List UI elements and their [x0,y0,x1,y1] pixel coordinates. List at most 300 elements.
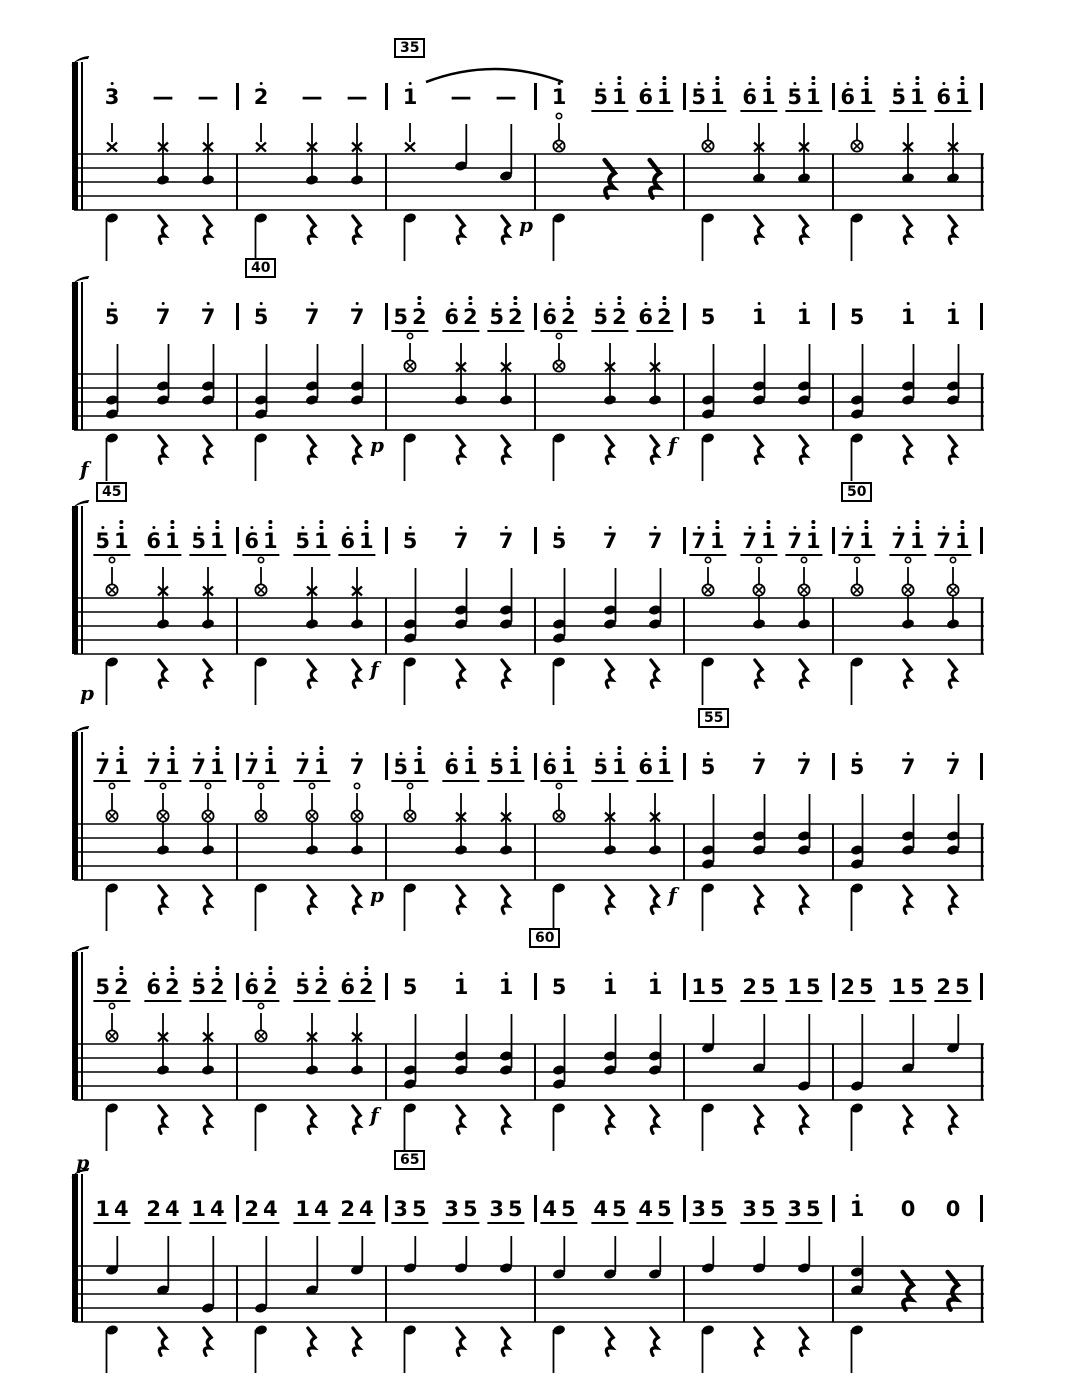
jianpu-note [561,742,576,778]
jianpu-end-barline [980,83,983,110]
open-circle-mark [801,557,806,562]
jianpu-beat-group [391,742,428,782]
jianpu-note [95,1184,110,1220]
jianpu-beat-group [93,742,130,782]
jianpu-beat-group [601,516,620,556]
jianpu-number: 1 [551,85,567,109]
octave-dot [663,746,667,750]
jianpu-number: 7 [691,529,706,553]
notehead [946,618,960,630]
octave-dot [269,520,273,524]
jianpu-note [657,292,672,328]
jianpu-beat-group [93,1184,130,1224]
jianpu-number: 7 [146,755,161,779]
jianpu-number: 2 [263,975,278,999]
jianpu-note [850,742,865,778]
jianpu-note [850,292,865,328]
jianpu-number: 1 [114,755,129,779]
dynamic-mark: p [76,1152,90,1174]
jianpu-beat-group [934,72,971,112]
open-circle-mark [407,783,412,788]
jianpu-number: 1 [359,529,374,553]
jianpu-note [263,742,278,778]
jianpu-beat-group [591,742,628,782]
quarter-rest [755,1106,762,1133]
jianpu-number: 5 [849,305,865,329]
jianpu-note [742,1184,757,1220]
jianpu-note [710,516,725,552]
jianpu-note [946,742,961,778]
jianpu-note [901,292,916,328]
jianpu-note [638,72,653,108]
jianpu-number: 1 [263,755,278,779]
jianpu-number: 1 [314,529,329,553]
jianpu-note [210,1184,225,1220]
octave-dot [171,746,175,750]
quarter-rest [457,436,464,463]
jianpu-note [508,1184,523,1220]
jianpu-number: 4 [638,1197,653,1221]
quarter-rest [502,436,509,463]
open-circle-mark [407,333,412,338]
jianpu-note [263,962,278,998]
jianpu-note [946,1184,961,1220]
jianpu-number: 5 [593,755,608,779]
notehead [156,174,170,186]
jianpu-end-barline [980,527,983,554]
octave-dot [812,520,816,524]
quarter-rest [904,436,911,463]
jianpu-note [146,1184,161,1220]
jianpu-number: 1 [210,529,225,553]
jianpu-note [593,292,608,328]
jianpu-note [552,516,567,552]
open-circle-mark [258,557,263,562]
quarter-rest [949,660,956,687]
jianpu-barline [236,973,239,1000]
jianpu-barline [832,83,835,110]
quarter-rest [755,436,762,463]
jianpu-number: 6 [244,529,259,553]
quarter-rest [204,436,211,463]
jianpu-number: 2 [244,1197,259,1221]
octave-dot [916,520,920,524]
jianpu-number: 6 [340,529,355,553]
jianpu-number: 5 [489,305,504,329]
notehead [201,1064,215,1076]
dynamic-mark: f [80,457,89,481]
jianpu-number: 6 [936,85,951,109]
jianpu-number: 1 [859,529,874,553]
jianpu-barline [385,527,388,554]
jianpu-number: 7 [155,305,171,329]
octave-dot [120,966,124,970]
jianpu-barline [236,303,239,330]
jianpu-beat-group [689,1184,726,1224]
octave-dot [716,76,720,80]
jianpu-number: 1 [412,755,427,779]
jianpu-note [314,1184,329,1220]
jianpu-beat-group [540,1184,577,1224]
jianpu-beat-group [838,516,875,556]
dynamic-mark: f [668,433,677,457]
score-system-3 [60,482,1025,714]
notehead [350,844,364,856]
quarter-rest [457,1106,464,1133]
jianpu-note [806,72,821,108]
jianpu-barline [385,753,388,780]
jianpu-beat-group [899,292,918,332]
jianpu-number: 2 [463,305,478,329]
jianpu-note [761,72,776,108]
dynamic-mark: p [519,213,533,237]
jianpu-beat-group [252,292,271,332]
octave-dot [120,746,124,750]
notehead [305,174,319,186]
open-circle-mark [354,783,359,788]
quarter-rest [949,216,956,243]
jianpu-barline [832,753,835,780]
jianpu-number: 0 [900,1197,916,1221]
jianpu-note [254,72,269,108]
jianpu-beat-group [646,962,665,1002]
jianpu-number: 5 [412,1197,427,1221]
jianpu-note [593,72,608,108]
jianpu-number: 2 [359,975,374,999]
jianpu-beat-group [636,292,673,332]
jianpu-beat-group [601,962,620,1002]
jianpu-number: 7 [244,755,259,779]
jianpu-note [901,742,916,778]
quarter-rest [204,1106,211,1133]
jianpu-note [955,72,970,108]
quarter-rest [159,886,166,913]
jianpu-note [489,1184,504,1220]
jianpu-note [496,72,517,108]
jianpu-note [657,72,672,108]
jianpu-barline [236,527,239,554]
jianpu-note [701,292,716,328]
jianpu-note [508,742,523,778]
jianpu-beat-group [391,292,428,332]
jianpu-note [806,962,821,998]
percussion-staff [60,1000,1010,1164]
dynamic-mark: f [370,1103,379,1127]
jianpu-note [691,962,706,998]
quarter-rest [457,216,464,243]
jianpu-note [936,962,951,998]
jianpu-note [742,72,757,108]
jianpu-beat-group [93,516,130,556]
quarter-rest [308,886,315,913]
jianpu-beat-group [636,1184,673,1224]
jianpu-note [451,72,472,108]
quarter-rest [308,660,315,687]
jianpu-note [254,292,269,328]
jianpu-note [347,72,368,108]
notehead [752,618,766,630]
quarter-rest [651,436,658,463]
jianpu-note [499,516,514,552]
jianpu-number: — [152,85,174,109]
open-circle-mark [109,783,114,788]
octave-dot [320,966,324,970]
jianpu-number: 5 [593,85,608,109]
notehead [603,844,617,856]
jianpu-note [701,742,716,778]
jianpu-number: 3 [104,85,120,109]
jianpu-beat-group [442,1184,479,1224]
jianpu-note [412,1184,427,1220]
notehead [499,844,513,856]
octave-dot [418,296,422,300]
jianpu-barline [534,527,537,554]
jianpu-note [340,962,355,998]
quarter-rest [949,436,956,463]
jianpu-number: 5 [710,975,725,999]
jianpu-note [761,516,776,552]
jianpu-beat-group [242,516,279,556]
jianpu-beat-group [889,516,926,556]
percussion-staff [60,780,1010,944]
jianpu-beat-group [144,1184,181,1224]
jianpu-note [657,1184,672,1220]
jianpu-note [302,72,323,108]
jianpu-note [393,1184,408,1220]
jianpu-number: 1 [191,1197,206,1221]
quarter-rest [651,1106,658,1133]
jianpu-beat-group [636,742,673,782]
jianpu-note [840,516,855,552]
jianpu-number: 5 [891,85,906,109]
jianpu-note [244,742,259,778]
jianpu-number: 1 [612,85,627,109]
quarter-rest [949,886,956,913]
jianpu-beat-group [449,72,474,112]
quarter-rest [948,1272,958,1310]
octave-dot [865,520,869,524]
jianpu-barline [683,83,686,110]
jianpu-note [657,742,672,778]
octave-dot [269,966,273,970]
jianpu-beat-group [189,742,226,782]
jianpu-note [910,72,925,108]
octave-dot [663,76,667,80]
jianpu-note [350,742,365,778]
jianpu-number: — [301,85,323,109]
notehead [350,618,364,630]
jianpu-beat-group [338,1184,375,1224]
jianpu-beat-group [838,962,875,1002]
jianpu-number: 1 [463,755,478,779]
open-circle-mark [309,783,314,788]
jianpu-note [752,742,767,778]
quarter-rest [502,1106,509,1133]
jianpu-number: 2 [165,975,180,999]
quarter-rest [651,886,658,913]
jianpu-note [350,292,365,328]
jianpu-number: 7 [840,529,855,553]
jianpu-beat-group [196,72,221,112]
jianpu-beat-group [452,962,471,1002]
jianpu-note [761,962,776,998]
jianpu-note [612,742,627,778]
octave-dot [514,296,518,300]
jianpu-beat-group [899,1184,918,1224]
octave-dot [767,76,771,80]
jianpu-number: 5 [104,305,120,329]
jianpu-number: 7 [900,755,916,779]
quarter-rest [308,1106,315,1133]
jianpu-number: 1 [806,85,821,109]
jianpu-beat-group [401,516,420,556]
jianpu-end-barline [980,303,983,330]
jianpu-note [691,1184,706,1220]
open-circle-mark [258,783,263,788]
jianpu-beat-group [591,72,628,112]
jianpu-beat-group [144,516,181,556]
jianpu-note [612,72,627,108]
jianpu-end-barline [980,753,983,780]
jianpu-number: 7 [936,529,951,553]
jianpu-note [638,742,653,778]
jianpu-note [210,962,225,998]
notehead [201,618,215,630]
quarter-rest [457,1328,464,1355]
jianpu-note [263,1184,278,1220]
jianpu-number: 7 [95,755,110,779]
jianpu-number: — [450,85,472,109]
jianpu-note [340,516,355,552]
jianpu-beat-group [401,962,420,1002]
jianpu-number: 5 [806,975,821,999]
jianpu-number: 1 [402,85,418,109]
jianpu-number: 5 [612,1197,627,1221]
jianpu-note [191,516,206,552]
jianpu-barline [385,1195,388,1222]
jianpu-note [444,1184,459,1220]
jianpu-barline [534,973,537,1000]
quarter-rest [308,216,315,243]
jianpu-note [638,1184,653,1220]
octave-dot [216,966,220,970]
jianpu-number: 0 [945,1197,961,1221]
jianpu-beat-group [889,962,926,1002]
jianpu-beat-group [934,516,971,556]
jianpu-beat-group [497,962,516,1002]
jianpu-number: 1 [910,529,925,553]
jianpu-note [710,962,725,998]
jianpu-note [105,72,120,108]
jianpu-number: 7 [751,755,767,779]
jianpu-beat-group [348,292,367,332]
jianpu-number: 6 [444,755,459,779]
jianpu-beat-group [750,292,769,332]
dynamic-mark: p [370,883,384,907]
jianpu-note [114,1184,129,1220]
jianpu-number: 5 [489,755,504,779]
jianpu-number: 1 [602,975,618,999]
jianpu-barline [683,527,686,554]
jianpu-note [787,72,802,108]
octave-dot [812,76,816,80]
jianpu-number: 2 [840,975,855,999]
jianpu-note [859,72,874,108]
jianpu-beat-group [242,1184,279,1224]
quarter-rest [502,886,509,913]
jianpu-beat-group [740,962,777,1002]
open-circle-mark [556,333,561,338]
jianpu-number: 5 [402,975,418,999]
jianpu-note [95,516,110,552]
jianpu-number: 1 [849,1197,865,1221]
jianpu-note [403,516,418,552]
jianpu-note [165,1184,180,1220]
jianpu-beat-group [785,1184,822,1224]
jianpu-barline [236,753,239,780]
jianpu-barline [832,1195,835,1222]
jianpu-beat-group [550,516,569,556]
jianpu-number: 5 [710,1197,725,1221]
jianpu-number: 1 [761,529,776,553]
jianpu-end-barline [980,1195,983,1222]
jianpu-barline [534,303,537,330]
notehead [454,844,468,856]
quarter-rest [606,1328,613,1355]
jianpu-note [210,742,225,778]
jianpu-number: 1 [657,85,672,109]
jianpu-note [153,72,174,108]
jianpu-number: 5 [657,1197,672,1221]
quarter-rest [204,216,211,243]
quarter-rest [651,1328,658,1355]
dynamic-mark: p [80,681,94,705]
jianpu-number: 1 [955,529,970,553]
jianpu-beat-group [899,742,918,782]
jianpu-beat-group [154,292,173,332]
notehead [499,394,513,406]
jianpu-note [612,292,627,328]
jianpu-number: 5 [955,975,970,999]
jianpu-number: 1 [612,755,627,779]
quarter-rest [204,886,211,913]
jianpu-number: 3 [787,1197,802,1221]
jianpu-barline [236,1195,239,1222]
jianpu-number: 5 [761,975,776,999]
jianpu-note [955,962,970,998]
jianpu-number: 1 [859,85,874,109]
jianpu-note [742,962,757,998]
jianpu-number: 5 [806,1197,821,1221]
open-circle-mark [258,1003,263,1008]
jianpu-note [508,292,523,328]
jianpu-number: 5 [700,755,716,779]
jianpu-note [95,742,110,778]
open-circle-mark [905,557,910,562]
jianpu-number: 2 [657,305,672,329]
jianpu-beat-group [636,72,673,112]
octave-dot [216,520,220,524]
jianpu-beat-group [338,962,375,1002]
open-circle-mark [109,1003,114,1008]
jianpu-number: 1 [165,529,180,553]
jianpu-beat-group [540,292,577,332]
score-system-1 [60,38,1025,270]
jianpu-number: 6 [638,755,653,779]
jianpu-beat-group [293,1184,330,1224]
jianpu-number: 3 [742,1197,757,1221]
jianpu-note [454,516,469,552]
